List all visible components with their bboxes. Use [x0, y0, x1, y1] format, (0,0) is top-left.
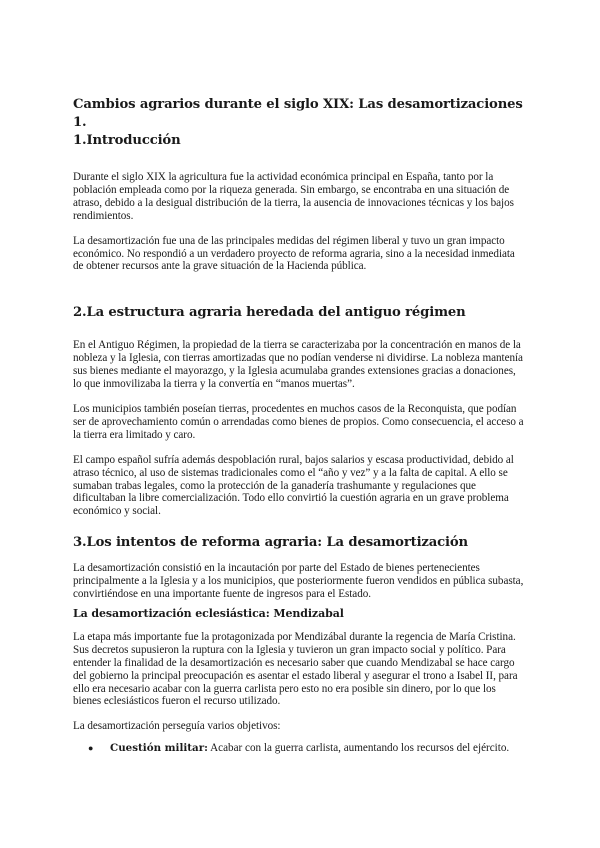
section-3-paragraph-1: La desamortización consistió en la incautación por parte del Estado de bienes pertenecientes principalmente a la Iglesia y a los municipios, que posteriormente fueron vendidos en pública subasta, convirtiéndose en una importante fuente de ingresos para el Estado.: [73, 562, 524, 601]
section-3-paragraph-3: La desamortización perseguía varios objetivos:: [73, 720, 281, 733]
section-2-heading: 2.La estructura agraria heredada del antiguo régimen: [73, 305, 466, 321]
bullet-icon: ●: [88, 743, 94, 754]
section-3-subheading: La desamortización eclesiástica: Mendizabal: [73, 606, 344, 620]
section-3-heading: 3.Los intentos de reforma agraria: La desamortización: [73, 535, 468, 551]
title-line-2: 1.Introducción: [73, 133, 181, 148]
section-3-paragraph-2: La etapa más importante fue la protagonizada por Mendizábal durante la regencia de María Cristina. Sus decretos supusieron la ruptura con la Iglesia y tuvieron un gran impacto social y político. Para entender la finalidad de la desamortización es necesario saber que cuando Mendizabal se hace cargo del gobierno la principal preocupación es asentar el estado liberal y asegurar el trono a Isabel II, para ello era necesario acabar con la guerra carlista pero esto no era posible sin dinero, por lo que los bienes eclesiásticos fueron el recurso utilizado.: [73, 630, 518, 708]
section-2-paragraph-2: Los municipios también poseían tierras, procedentes en muchos casos de la Reconquista, que podían ser de aprovechamiento común o arrendadas como bienes de propios. Como consecuencia, el acceso a la tierra era limitado y caro.: [73, 402, 524, 441]
section-2-paragraph-3: El campo español sufría además despoblación rural, bajos salarios y escasa productividad, debido al atraso técnico, al uso de sistemas tradicionales como el “año y vez” y a la falta de capital. A ello se sumaban trabas legales, como la protección de la ganadería trashumante y regulaciones que dificultaban la libre comercialización. Todo ello convirtió la cuestión agraria en un grave problema económico y social.: [73, 453, 514, 518]
document-title: [73, 96, 525, 150]
list-item-text: Acabar con la guerra carlista, aumentando los recursos del ejército.: [207, 742, 510, 755]
section-2-paragraph-1: En el Antiguo Régimen, la propiedad de la tierra se caracterizaba por la concentración en manos de la nobleza y la Iglesia, con tierras amortizadas que no podían venderse ni dividirse. La nobleza mantenía sus bienes mediante el mayorazgo, y la Iglesia acumulaba grandes extensiones gracias a donaciones, lo que inmovilizaba la tierra y la convertía en “manos muertas”.: [73, 339, 523, 391]
title-line-1: Cambios agrarios durante el siglo XIX: Las desamortizaciones 1.: [73, 97, 523, 130]
document-page: [73, 96, 525, 755]
list-item-label: Cuestión militar:: [110, 742, 208, 755]
intro-paragraph-2: La desamortización fue una de las principales medidas del régimen liberal y tuvo un gran impacto económico. No respondió a un verdadero proyecto de reforma agraria, sino a la necesidad inmediata de obtener recursos ante la grave situación de la Hacienda pública.: [73, 234, 515, 273]
intro-paragraph-1: Durante el siglo XIX la agricultura fue la actividad económica principal en España, tanto por la población empleada como por la riqueza generada. Sin embargo, se encontraba en una situación de atraso, debido a la desigual distribución de la tierra, la ausencia de innovaciones técnicas y los bajos rendimientos.: [73, 171, 514, 222]
objectives-list: [73, 742, 525, 755]
list-item: [73, 742, 525, 755]
